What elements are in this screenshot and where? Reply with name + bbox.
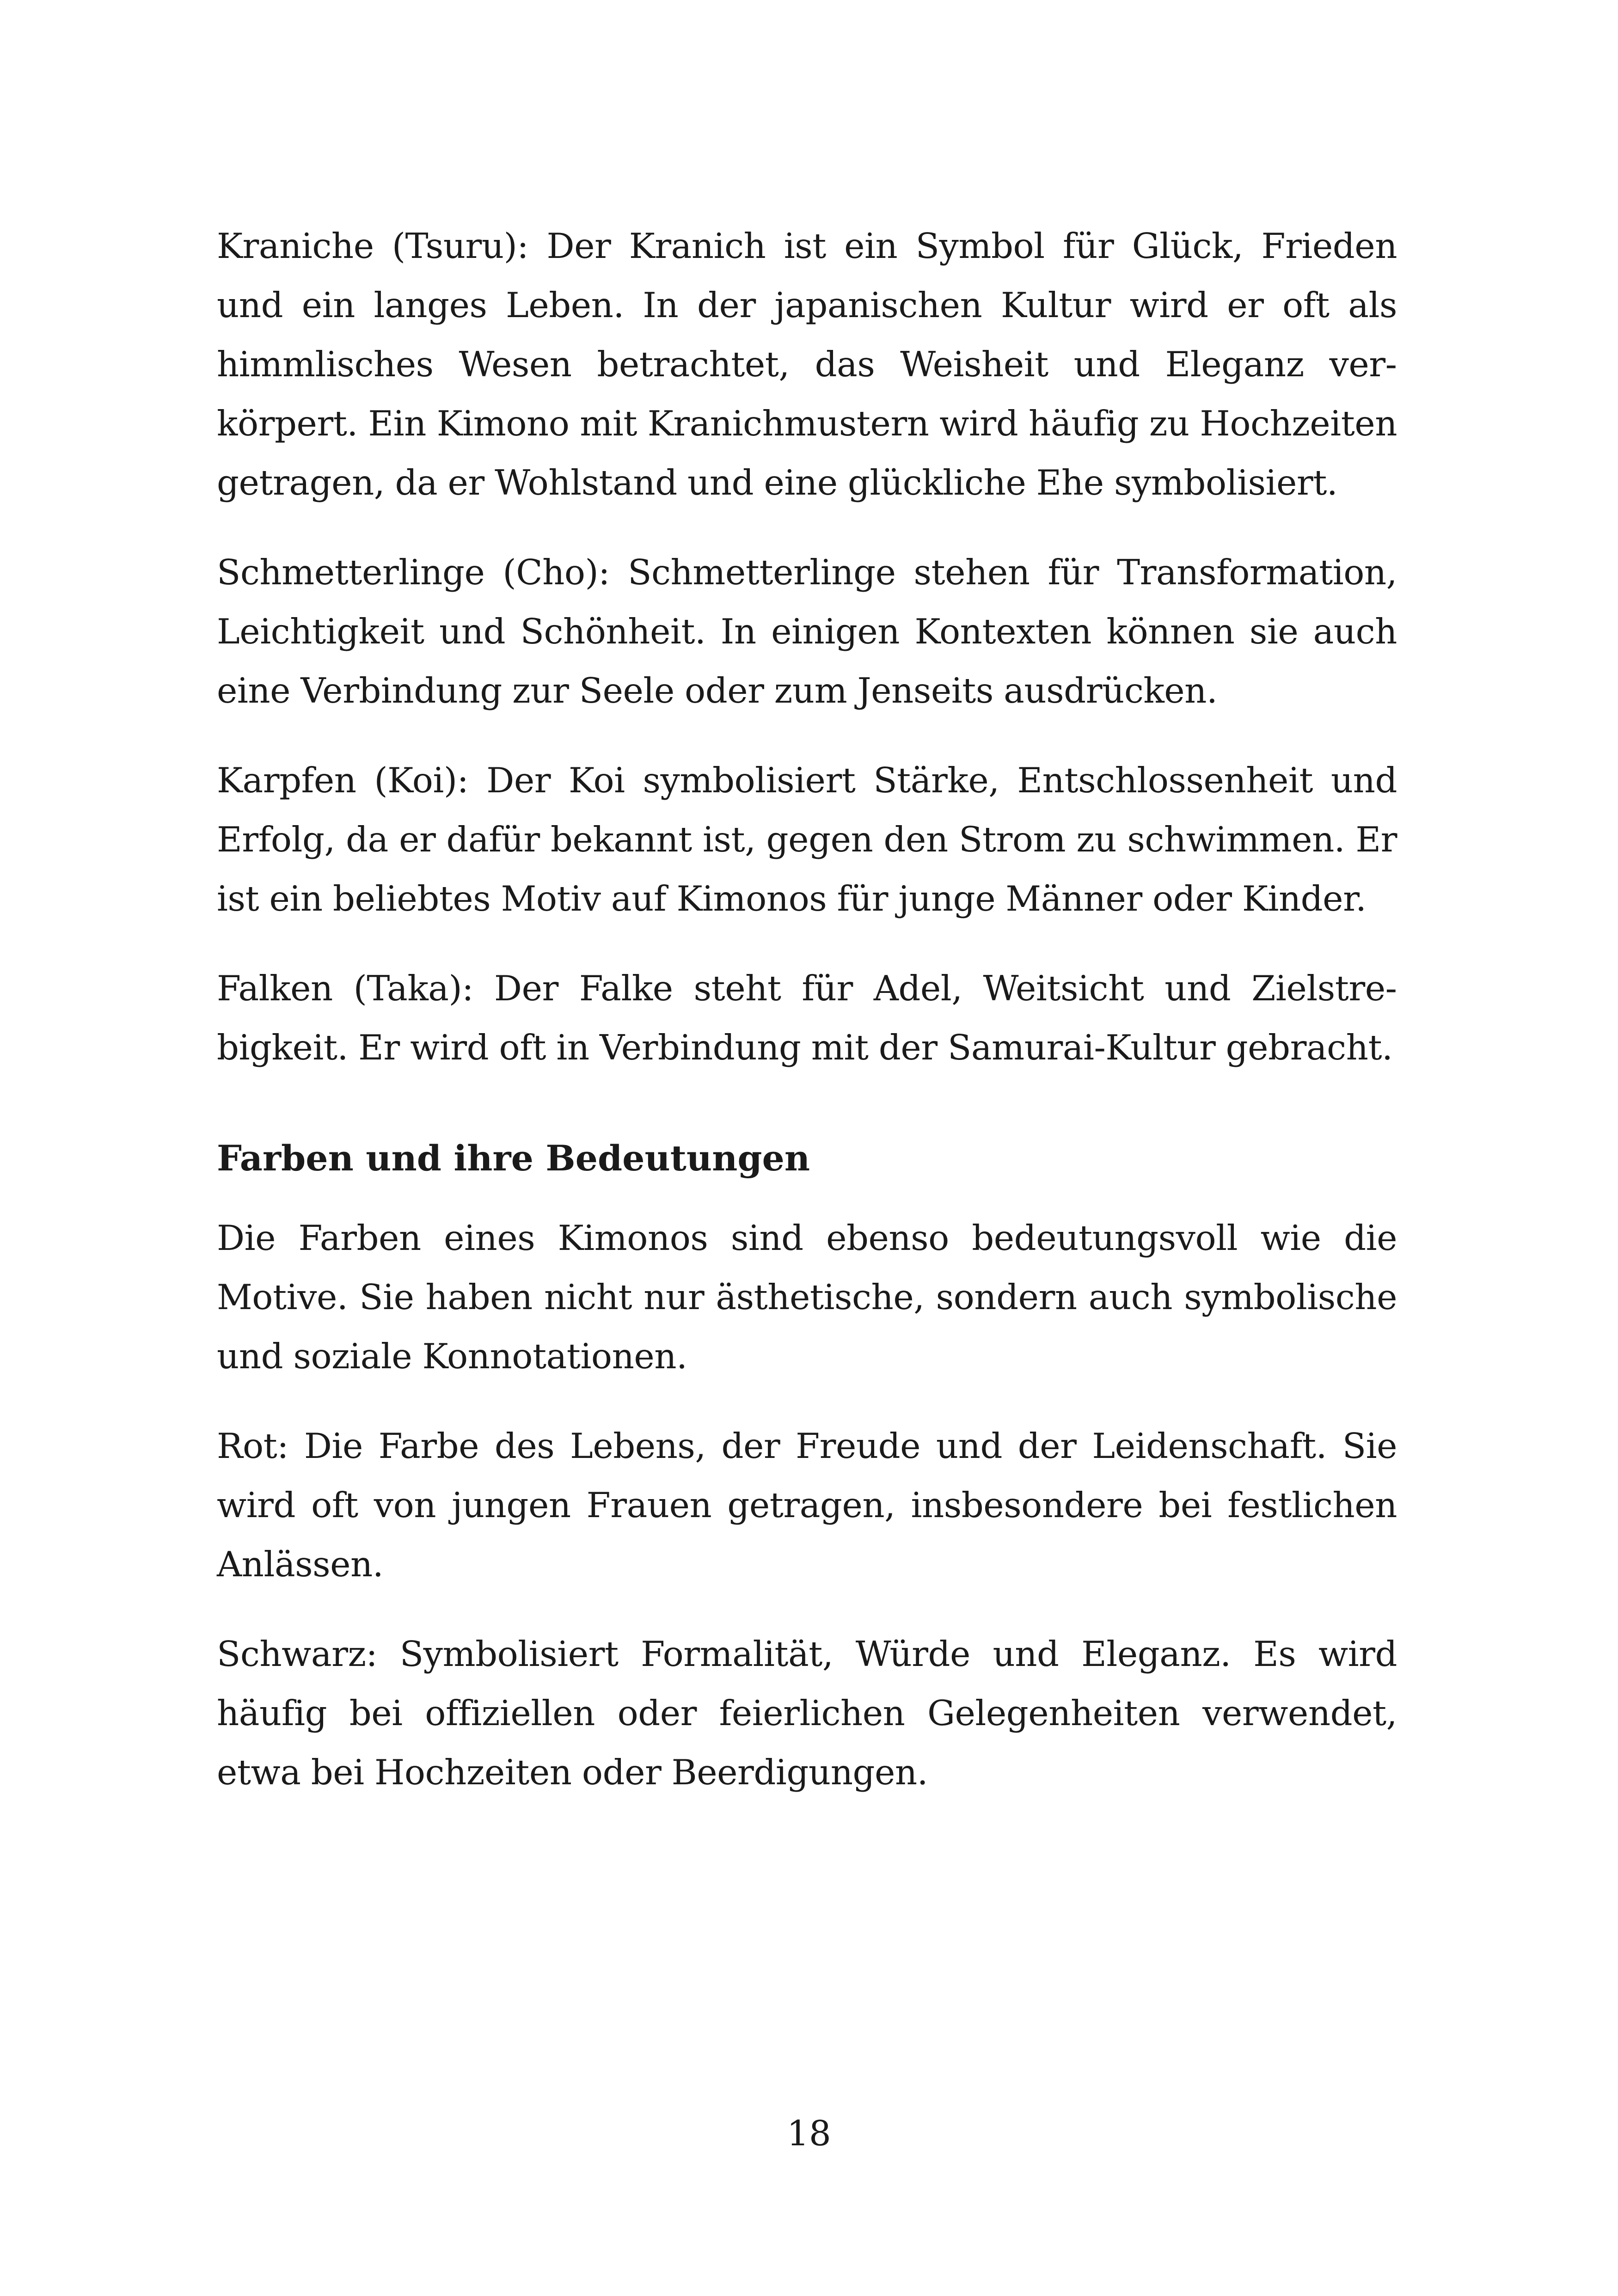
page-body xyxy=(217,216,1397,1802)
paragraph-kraniche: Kraniche (Tsuru): Der Kranich ist ein Symbol für Glück, Frieden und ein langes Leben. In der japanischen Kultur wird er oft als himmlisches Wesen betrachtet, das Weisheit und Eleganz verkörpert. Ein Kimono mit Kranichmustern wird häufig zu Hochzeiten getragen, da er Wohlstand und eine glückliche Ehe symbolisiert. xyxy=(217,226,1397,503)
paragraph-rot: Rot: Die Farbe des Lebens, der Freude und der Leidenschaft. Sie wird oft von jungen Frauen getragen, insbesondere bei festlichen Anlässen. xyxy=(217,1426,1397,1585)
page-number: 18 xyxy=(787,2113,831,2154)
paragraph-schwarz: Schwarz: Symbolisiert Formalität, Würde und Eleganz. Es wird häufig bei offiziellen oder feierlichen Gelegenheiten verwendet, etwa bei Hochzeiten oder Beerdigungen. xyxy=(217,1634,1397,1793)
paragraph-karpfen: Karpfen (Koi): Der Koi symbolisiert Stärke, Entschlossenheit und Erfolg, da er dafür bekannt ist, gegen den Strom zu schwimmen. Er ist ein beliebtes Motiv auf Kimonos für junge Männer oder Kinder. xyxy=(217,760,1397,919)
section-heading: Farben und ihre Bedeutungen xyxy=(217,1138,810,1179)
paragraph-schmetterlinge: Schmetterlinge (Cho): Schmetterlinge stehen für Transformation, Leichtigkeit und Schönheit. In einigen Kontexten können sie auch eine Verbindung zur Seele oder zum Jenseits ausdrücken. xyxy=(217,552,1397,711)
paragraph-falken: Falken (Taka): Der Falke steht für Adel, Weitsicht und Zielstrebigkeit. Er wird oft in Verbindung mit der Samurai-Kultur gebracht. xyxy=(217,968,1397,1068)
paragraph-farben-intro: Die Farben eines Kimonos sind ebenso bedeutungsvoll wie die Motive. Sie haben nicht nur ästhetische, sondern auch symbolische und soziale Konnotationen. xyxy=(217,1218,1397,1377)
